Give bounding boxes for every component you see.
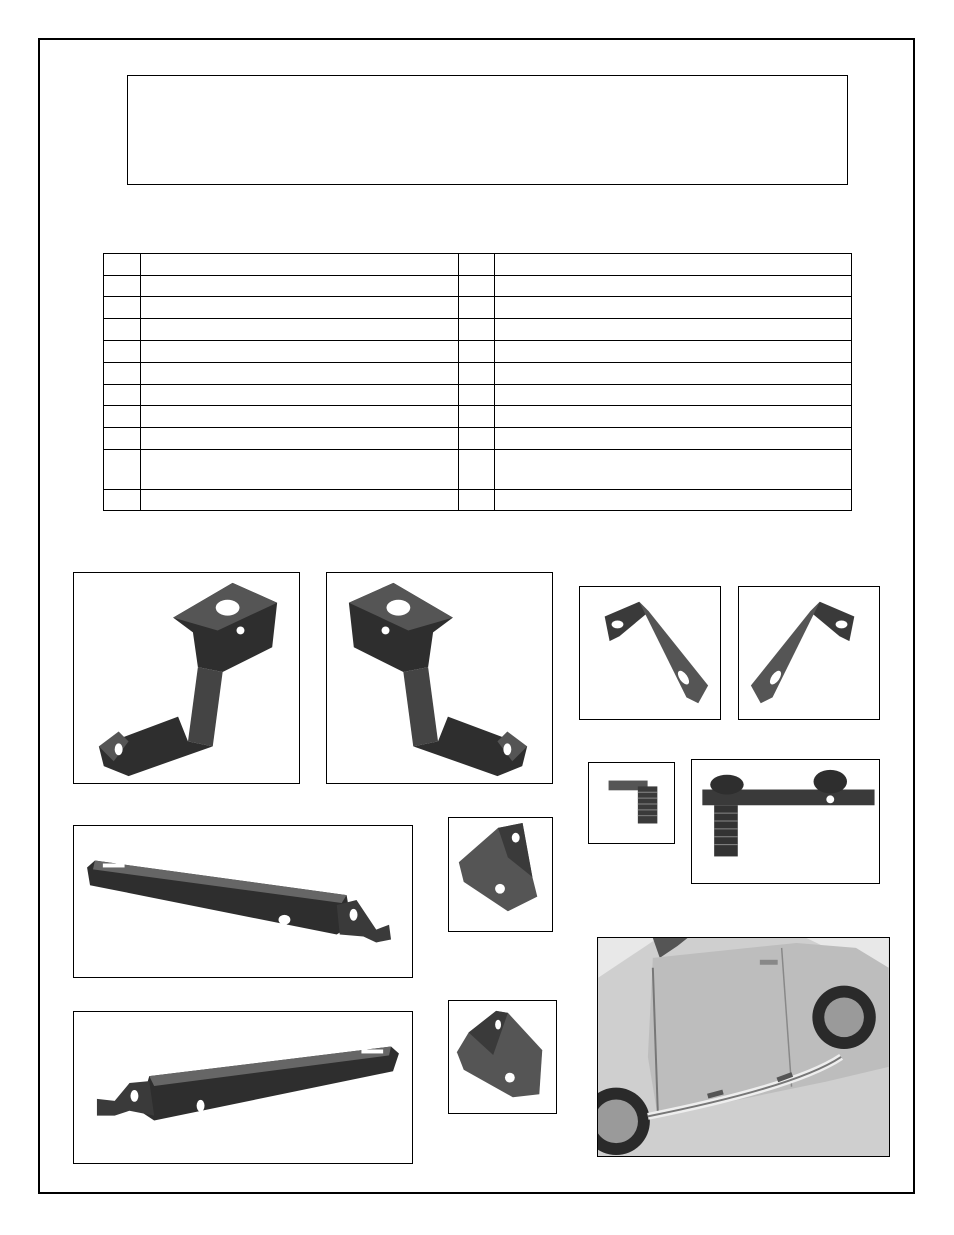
table-cell-left-num [104, 385, 141, 406]
crossbar-front-icon [74, 826, 412, 977]
table-cell-left-desc [141, 254, 459, 276]
table-cell-right-num [459, 319, 495, 341]
table-cell-right-desc [495, 428, 852, 450]
photo-angle-bracket-right [738, 586, 880, 720]
table-row [104, 297, 852, 319]
table-row [104, 341, 852, 363]
table-cell-left-num [104, 363, 141, 385]
table-cell-right-desc [495, 450, 852, 490]
table-row [104, 406, 852, 428]
photo-angle-bracket-left [579, 586, 721, 720]
table-cell-right-num [459, 428, 495, 450]
table-cell-left-desc [141, 385, 459, 406]
small-bracket-2-icon [449, 1001, 556, 1113]
table-cell-right-num [459, 276, 495, 297]
table-cell-right-num [459, 363, 495, 385]
table-cell-left-desc [141, 276, 459, 297]
photo-bolt [588, 762, 675, 844]
table-cell-left-num [104, 319, 141, 341]
table-cell-right-num [459, 450, 495, 490]
table-cell-right-desc [495, 276, 852, 297]
table-cell-left-desc [141, 450, 459, 490]
table-row [104, 428, 852, 450]
crossbar-rear-icon [74, 1012, 412, 1163]
photo-crossbar-front [73, 825, 413, 978]
small-bracket-icon [449, 818, 552, 931]
table-cell-right-num [459, 385, 495, 406]
table-cell-right-desc [495, 406, 852, 428]
table-cell-left-num [104, 254, 141, 276]
table-cell-left-num [104, 297, 141, 319]
table-row [104, 385, 852, 406]
table-row [104, 276, 852, 297]
table-row [104, 254, 852, 276]
photo-bracket-left [73, 572, 300, 784]
angle-bracket-right-icon [739, 587, 879, 719]
table-cell-left-desc [141, 319, 459, 341]
photo-crossbar-rear [73, 1011, 413, 1164]
table-cell-right-desc [495, 254, 852, 276]
table-cell-right-desc [495, 490, 852, 511]
photo-bracket-right [326, 572, 553, 784]
table-cell-left-num [104, 406, 141, 428]
table-cell-right-num [459, 341, 495, 363]
table-cell-right-desc [495, 363, 852, 385]
table-row [104, 363, 852, 385]
table-row [104, 490, 852, 511]
table-cell-left-desc [141, 341, 459, 363]
table-cell-right-desc [495, 319, 852, 341]
header-box [127, 75, 848, 185]
table-cell-right-num [459, 297, 495, 319]
table-cell-left-num [104, 276, 141, 297]
angle-bracket-left-icon [580, 587, 720, 719]
table-cell-left-desc [141, 297, 459, 319]
bracket-left-icon [74, 573, 299, 783]
table-cell-right-desc [495, 341, 852, 363]
table-cell-left-num [104, 450, 141, 490]
photo-small-bracket-2 [448, 1000, 557, 1114]
table-cell-right-num [459, 254, 495, 276]
table-cell-left-desc [141, 428, 459, 450]
vehicle-installed-icon [598, 938, 889, 1156]
table-cell-right-num [459, 406, 495, 428]
table-cell-left-desc [141, 406, 459, 428]
table-cell-right-num [459, 490, 495, 511]
table-cell-left-num [104, 428, 141, 450]
table-cell-left-desc [141, 363, 459, 385]
bolt-icon [589, 763, 674, 843]
photo-bolt-plate [691, 759, 880, 884]
table-cell-left-desc [141, 490, 459, 511]
table-cell-left-num [104, 490, 141, 511]
table-cell-left-num [104, 341, 141, 363]
table-row [104, 319, 852, 341]
bolt-plate-icon [692, 760, 879, 883]
table-cell-right-desc [495, 385, 852, 406]
table-cell-right-desc [495, 297, 852, 319]
parts-table [103, 253, 852, 511]
bracket-right-icon [327, 573, 552, 783]
table-row [104, 450, 852, 490]
photo-vehicle-installed [597, 937, 890, 1157]
photo-small-bracket [448, 817, 553, 932]
